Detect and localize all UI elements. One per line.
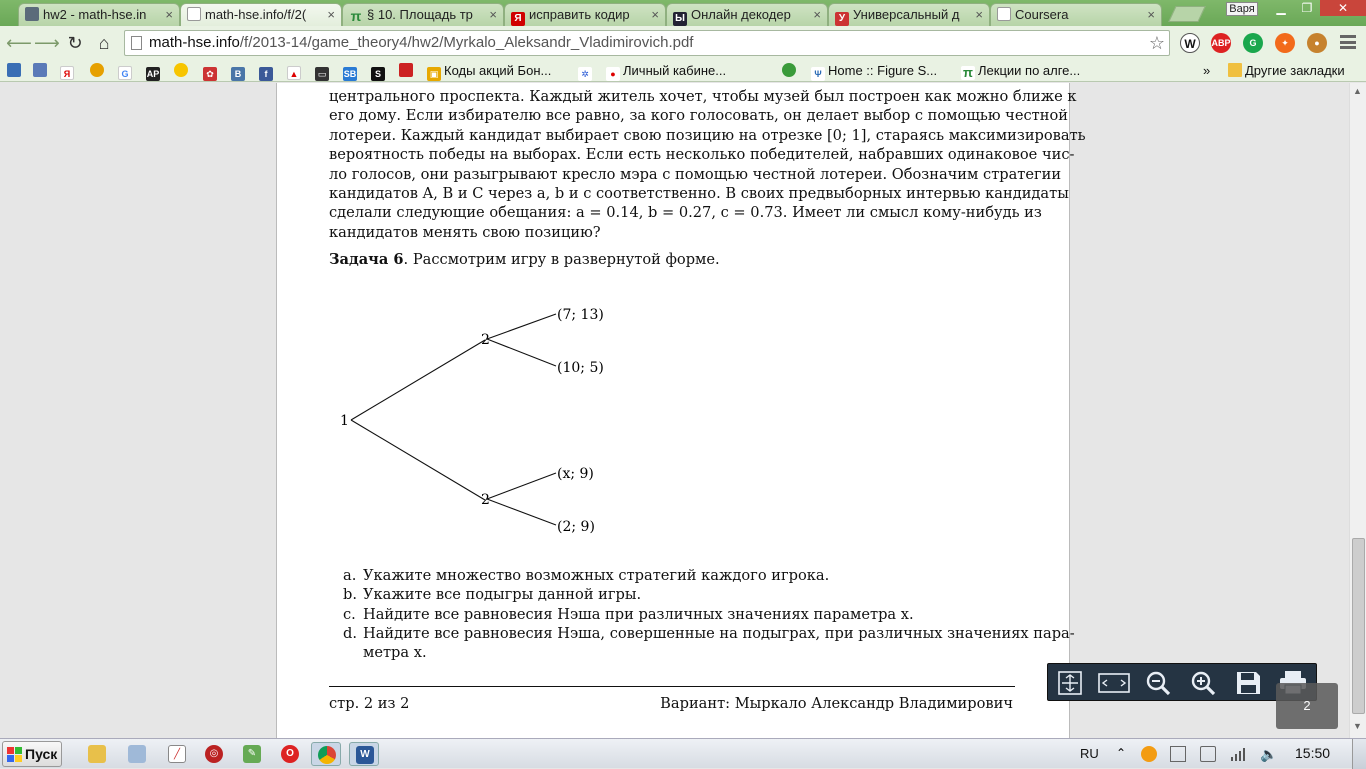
chrome-icon[interactable] <box>311 742 341 766</box>
footer-rule <box>329 686 1015 687</box>
reload-icon[interactable]: ↻ <box>67 33 83 53</box>
browser-toolbar <box>0 26 1366 60</box>
opera-icon[interactable]: O <box>275 742 305 766</box>
ap-icon[interactable]: AP <box>146 69 160 79</box>
circle-icon[interactable] <box>90 63 104 77</box>
question-d-cont: метра x. <box>363 644 427 661</box>
forward-icon[interactable]: ⟶ <box>34 33 60 53</box>
menu-icon[interactable] <box>1340 35 1356 49</box>
mail-icon[interactable] <box>7 63 21 77</box>
bookmarks-more[interactable]: » <box>1203 63 1211 78</box>
intro-paragraph <box>329 87 1086 242</box>
star-icon[interactable]: ☆ <box>1148 33 1165 53</box>
tab-label: math-hse.info/f/2( <box>205 7 307 22</box>
edge <box>487 314 556 339</box>
address-bar[interactable] <box>124 30 1170 56</box>
s-icon[interactable]: S <box>371 67 385 81</box>
edge <box>487 499 556 525</box>
tab-label: Онлайн декодер <box>691 7 791 22</box>
taskbar <box>0 738 1366 768</box>
bookmark-figure-skating[interactable]: Ψ Home :: Figure S... <box>811 63 937 79</box>
page-footer-right: Вариант: Мыркало Александр Владимирович <box>660 695 1013 712</box>
close-window-icon[interactable]: ✕ <box>1320 0 1366 16</box>
sber-icon[interactable] <box>782 63 796 77</box>
print-icon[interactable] <box>33 63 47 77</box>
book-icon[interactable] <box>399 63 413 77</box>
back-icon[interactable]: ⟵ <box>6 33 32 53</box>
scroll-up-icon[interactable]: ▲ <box>1353 86 1362 96</box>
upper-node-label: 2 <box>481 332 490 348</box>
question-a: a. Укажите множество возможных стратегий каждого игрока. <box>343 567 830 584</box>
start-button[interactable]: Пуск <box>2 741 62 767</box>
bookmark-promo-codes[interactable]: ▣ Коды акций Бон... <box>427 63 551 79</box>
google-icon[interactable]: G <box>118 66 132 80</box>
figure-icon: Ψ <box>811 67 825 81</box>
cookie-icon[interactable]: ● <box>1307 33 1327 53</box>
document-icon <box>997 7 1011 21</box>
text-line: ло голосов, они разыгрывают кресло мэра с помощью честной лотереи. Обозначим стратегии <box>329 165 1062 183</box>
beeline-icon[interactable] <box>174 63 188 77</box>
facebook-icon[interactable]: f <box>259 67 273 81</box>
text-line: вероятность победы на выборах. Если есть несколько победителей, набравших одинаковое чис- <box>329 146 1075 164</box>
home-icon[interactable]: ⌂ <box>98 33 110 53</box>
scroll-down-icon[interactable]: ▼ <box>1353 721 1362 731</box>
flower-icon[interactable]: ✿ <box>203 67 217 81</box>
tab-decoder[interactable] <box>666 3 828 26</box>
leaf-label: (x; 9) <box>557 466 594 482</box>
notepad-icon[interactable] <box>122 742 152 766</box>
close-icon[interactable]: × <box>327 7 335 22</box>
tray-expand-icon[interactable]: ⌃ <box>1116 746 1127 760</box>
save-icon[interactable] <box>1228 667 1268 699</box>
url-host: math-hse.info <box>149 34 240 51</box>
decoder-icon: Ы <box>673 12 687 26</box>
root-node-label: 1 <box>340 413 349 429</box>
tab-label: hw2 - math-hse.in <box>43 7 147 22</box>
page-icon <box>131 36 142 50</box>
tab-encoding[interactable] <box>504 3 666 26</box>
pdf-page <box>276 83 1086 738</box>
game-tree <box>337 293 637 543</box>
tree-edges <box>351 314 556 525</box>
url-path: /f/2013-14/game_theory4/hw2/Myrkalo_Aleksandr_Vladimirovich.pdf <box>239 34 694 51</box>
folder-icon <box>1228 63 1242 77</box>
decoder-icon: У <box>835 12 849 26</box>
close-icon[interactable]: × <box>165 7 173 22</box>
volume-icon[interactable]: 🔈 <box>1260 746 1278 762</box>
adblock-icon[interactable]: ABP <box>1211 33 1231 53</box>
text-line: центрального проспекта. Каждый житель хочет, чтобы музей был построен как можно ближе к <box>329 88 1077 105</box>
leaf-label: (10; 5) <box>557 360 604 376</box>
leaf-label: (2; 9) <box>557 519 595 535</box>
question-b: b. Укажите все подыгры данной игры. <box>343 586 642 603</box>
tray-app-icon[interactable] <box>1141 746 1157 762</box>
tab-label: Coursera <box>1015 7 1069 22</box>
page-footer-left: стр. 2 из 2 <box>329 695 410 712</box>
bookmark-personal-account[interactable]: ● Личный кабине... <box>606 63 726 79</box>
explorer-icon[interactable] <box>82 742 112 766</box>
language-indicator[interactable]: RU <box>1080 746 1099 761</box>
fire-icon[interactable]: ✦ <box>1275 33 1295 53</box>
fit-page-icon[interactable] <box>1050 667 1090 699</box>
pdf-viewer <box>0 83 1366 738</box>
butterfly-icon[interactable]: ✲ <box>578 67 592 81</box>
task-heading <box>329 251 720 268</box>
yandex-icon[interactable]: Я <box>60 66 74 80</box>
fit-width-icon[interactable] <box>1094 667 1134 699</box>
pi-icon: π <box>961 66 975 80</box>
tray-device-icon[interactable] <box>1200 746 1216 762</box>
zoom-out-icon[interactable] <box>1138 667 1178 699</box>
vertical-scrollbar[interactable] <box>1349 83 1366 738</box>
close-icon[interactable]: × <box>651 7 659 22</box>
word-icon[interactable]: W <box>349 742 379 766</box>
leaf-label: (7; 13) <box>557 307 604 323</box>
tray-window-icon[interactable] <box>1170 746 1186 762</box>
zoom-in-icon[interactable] <box>1183 667 1223 699</box>
edge <box>351 340 485 420</box>
tab-label: § 10. Площадь тр <box>367 7 473 22</box>
text-line: сделали следующие обещания: a = 0.14, b = 0.27, c = 0.73. Имеет ли смысл кому-нибудь из <box>329 204 1042 222</box>
text-line: кандидатов A, B и C через a, b и c соответственно. В своих предвыборных интервью кандидаты <box>329 184 1069 202</box>
network-icon[interactable] <box>1230 746 1246 762</box>
bookmarks-bar <box>0 60 1366 82</box>
yandex-icon: Я <box>511 12 525 26</box>
question-c: c. Найдите все равновесия Нэша при различных значениях параметра x. <box>343 606 914 623</box>
close-icon[interactable]: × <box>813 7 821 22</box>
monitor-icon[interactable]: ▭ <box>315 67 329 81</box>
text-line: кандидатов менять свою позицию? <box>329 223 601 241</box>
close-icon[interactable]: × <box>975 7 983 22</box>
pi-icon: π <box>350 8 362 24</box>
chart-icon[interactable]: ╱ <box>162 742 192 766</box>
minimize-icon[interactable]: ▁ <box>1276 1 1286 15</box>
folder-icon <box>25 7 39 21</box>
paint-icon[interactable]: ✎ <box>237 742 267 766</box>
question-d: d. Найдите все равновесия Нэша, совершенные на подыграх, при различных значениях пара- <box>343 625 1075 642</box>
gift-icon: ▣ <box>427 67 441 81</box>
close-icon[interactable]: × <box>489 7 497 22</box>
vk-icon[interactable]: B <box>231 67 245 81</box>
close-icon[interactable]: × <box>1147 7 1155 22</box>
bookmark-algebra-lectures[interactable]: π Лекции по алге... <box>961 63 1080 79</box>
new-tab-button[interactable] <box>1168 6 1205 22</box>
pin-icon: ● <box>606 67 620 81</box>
windows-logo-icon <box>7 747 22 762</box>
hat-icon[interactable]: ▲ <box>287 66 301 80</box>
restore-icon[interactable]: ❐ <box>1301 1 1313 15</box>
tab-coursera[interactable] <box>990 3 1162 26</box>
lower-node-label: 2 <box>481 492 490 508</box>
tab-label: Универсальный д <box>853 7 960 22</box>
grammar-icon[interactable]: G <box>1243 33 1263 53</box>
edge <box>351 420 485 500</box>
sb-icon[interactable]: SB <box>343 69 357 79</box>
tab-hw2[interactable] <box>18 3 180 26</box>
tab-universal[interactable] <box>828 3 990 26</box>
edge <box>487 473 556 499</box>
scroll-thumb[interactable] <box>1352 538 1365 714</box>
page-indicator: 2 <box>1276 683 1338 729</box>
show-desktop-button[interactable] <box>1352 739 1366 769</box>
other-bookmarks[interactable]: Другие закладки <box>1228 63 1345 79</box>
tab-strip <box>0 0 1366 26</box>
user-badge[interactable]: Варя <box>1226 2 1258 16</box>
text-line: его дому. Если избирателю все равно, за кого голосовать, он делает выбор с помощью честной <box>329 107 1068 125</box>
media-icon[interactable]: ◎ <box>199 742 229 766</box>
tab-label: исправить кодир <box>529 7 630 22</box>
document-icon <box>187 7 201 21</box>
clock[interactable]: 15:50 <box>1295 745 1331 761</box>
task-text: . Рассмотрим игру в развернутой форме. <box>403 251 720 268</box>
task-number: Задача 6 <box>329 251 404 268</box>
tab-pdf[interactable] <box>180 3 342 26</box>
wikipedia-icon[interactable]: W <box>1180 33 1200 53</box>
edge <box>487 339 556 366</box>
text-line: лотереи. Каждый кандидат выбирает свою позицию на отрезке [0; 1], стараясь максимизировать <box>329 126 1086 144</box>
tab-area[interactable] <box>342 3 504 26</box>
